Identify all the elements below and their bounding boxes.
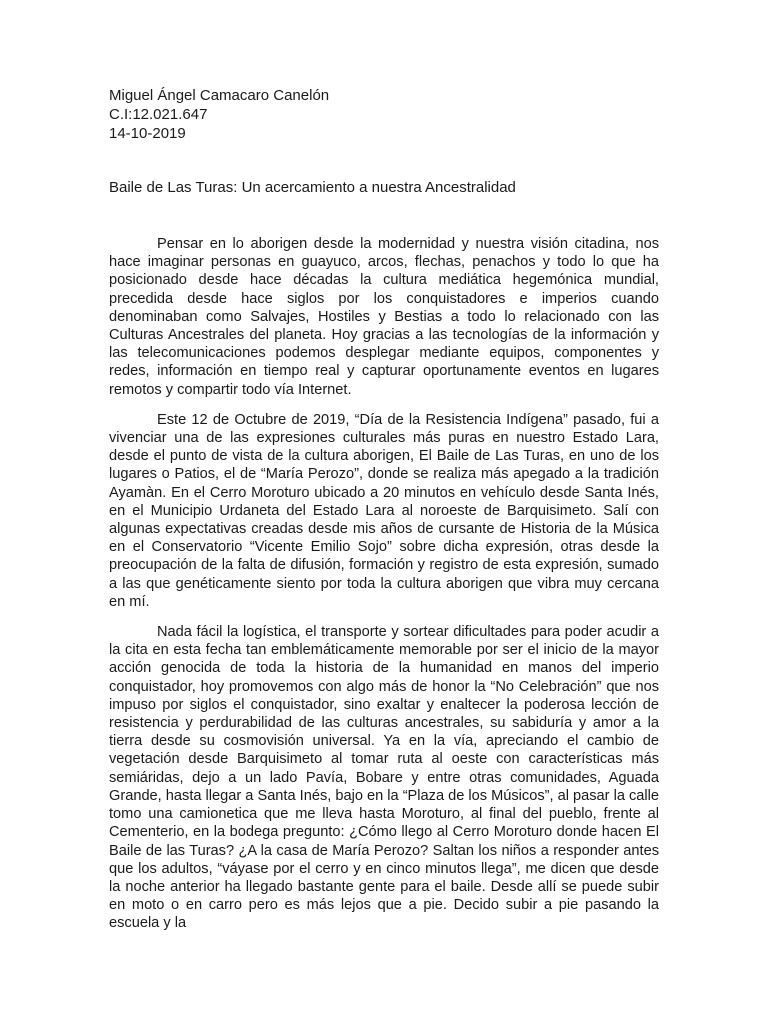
document-body — [109, 235, 659, 945]
paragraph-3: Nada fácil la logística, el transporte y sortear dificultades para poder acudir a la cita en esta fecha tan emblemáticamente memorable por ser el inicio de la mayor acción genocida de toda la historia de la humanidad en manos del imperio conquistador, hoy promovemos con algo más de honor la “No Celebración” que nos impuso por siglos el conquistador, sino exaltar y enaltecer la poderosa lección de resistencia y perdurabilidad de las culturas ancestrales, su sabiduría y amor a la tierra desde su cosmovisión universal. Ya en la vía, apreciando el cambio de vegetación desde Barquisimeto al tomar ruta al oeste con características más semiáridas, dejo a un lado Pavía, Bobare y entre otras comunidades, Aguada Grande, hasta llegar a Santa Inés, bajo en la “Plaza de los Músicos”, al pasar la calle tomo una camionetica que me lleva hasta Moroturo, al final del pueblo, frente al Cementerio, en la bodega pregunto: ¿Cómo llego al Cerro Moroturo donde hacen El Baile de las Turas? ¿A la casa de María Perozo? Saltan los niños a responder antes que los adultos, “váyase por el cerro y en cinco minutos llega”, me dicen que desde la noche anterior ha llegado bastante gente para el baile. Desde allí se puede subir en moto o en carro pero es más lejos que a pie. Decido subir a pie pasando la escuela y la — [109, 624, 660, 932]
paragraph-2: Este 12 de Octubre de 2019, “Día de la Resistencia Indígena” pasado, fui a vivenciar una de las expresiones culturales más puras en nuestro Estado Lara, desde el punto de vista de la cultura aborigen, El Baile de Las Turas, en uno de los lugares o Patios, el de “María Perozo”, donde se realiza más apegado a la tradición Ayamàn. En el Cerro Moroturo ubicado a 20 minutos en vehículo desde Santa Inés, en el Municipio Urdaneta del Estado Lara al noroeste de Barquisimeto. Salí con algunas expectativas creadas desde mis años de cursante de Historia de la Música en el Conservatorio “Vicente Emilio Sojo” sobre dicha expresión, otras desde la preocupación de la falta de difusión, formación y registro de esta expresión, sumado a las que genéticamente siento por toda la cultura aborigen que vibra muy cercana en mí. — [109, 411, 659, 610]
id-number: C.I:12.021.647 — [109, 106, 208, 123]
document-header — [109, 86, 329, 143]
document-title: Baile de Las Turas: Un acercamiento a nuestra Ancestralidad — [109, 179, 516, 196]
author-name: Miguel Ángel Camacaro Canelón — [109, 87, 330, 104]
document-date: 14-10-2019 — [109, 125, 186, 142]
paragraph-1: Pensar en lo aborigen desde la modernidad y nuestra visión citadina, nos hace imaginar personas en guayuco, arcos, flechas, penachos y todo lo que ha posicionado desde hace décadas la cultura mediática hegemónica mundial, precedida desde hace siglos por los conquistadores e imperios cuando denominaban como Salvajes, Hostiles y Bestias a todo lo relacionado con las Culturas Ancestrales del planeta. Hoy gracias a las tecnologías de la información y las telecomunicaciones podemos desplegar mediante equipos, componentes y redes, información en tiempo real y capturar oportunamente eventos en lugares remotos y compartir todo vía Internet. — [109, 236, 659, 398]
